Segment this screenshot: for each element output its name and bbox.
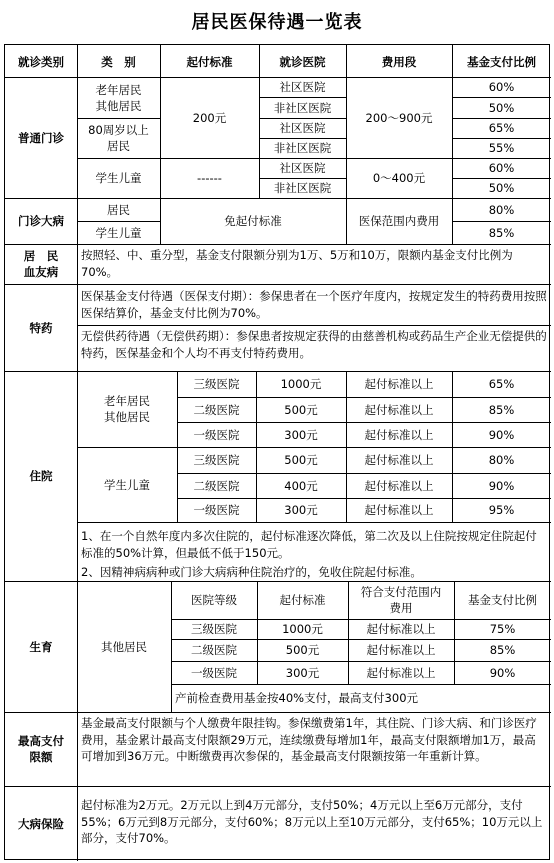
major-group-student: 学生儿童	[95, 225, 142, 240]
inpatient-hospital-level: 三级医院	[193, 377, 240, 391]
row-divider	[452, 221, 551, 222]
column-divider	[77, 712, 78, 786]
row-divider	[452, 118, 551, 119]
hemophilia-label: 居 民 血友病	[23, 249, 59, 279]
maternity-note: 产前检查费用基金按40%支付，最高支付300元	[175, 691, 419, 705]
column-divider	[256, 371, 257, 522]
outpatient-hospital: 社区医院	[279, 121, 326, 135]
maternity-group: 其他居民	[101, 639, 147, 654]
outpatient-student-hospital: 社区医院	[279, 161, 326, 175]
maternity-ratio: 75%	[489, 622, 516, 636]
outpatient-hospital: 社区医院	[279, 80, 326, 94]
row-divider	[77, 118, 160, 119]
inpatient-note-1: 1、在一个自然年度内多次住院的，起付标准逐次降低，第二次及以上住院按规定住院起付标准的50%计算，但最低不低于150元。	[81, 529, 537, 560]
inpatient-hospital-level: 二级医院	[193, 402, 240, 417]
outpatient-student-standard: ------	[197, 171, 222, 185]
column-divider	[348, 581, 349, 684]
row-divider	[177, 498, 551, 499]
outpatient-student-hospital: 非社区医院	[273, 181, 332, 195]
column-divider	[346, 371, 347, 522]
inpatient-standard: 500元	[284, 402, 318, 417]
column-divider	[77, 244, 78, 284]
inpatient-range: 起付标准以上	[364, 478, 434, 493]
row-divider	[259, 118, 346, 119]
outpatient-hospital: 非社区医院	[273, 100, 332, 115]
inpatient-range: 起付标准以上	[364, 377, 434, 391]
row-divider	[77, 447, 177, 448]
outpatient-label: 普通门诊	[18, 130, 64, 145]
column-divider	[454, 581, 455, 684]
column-divider	[160, 45, 161, 77]
row-divider	[5, 712, 551, 713]
outpatient-student-ratio: 50%	[488, 181, 515, 195]
row-divider	[259, 97, 346, 98]
row-divider	[77, 325, 551, 326]
major-group-resident: 居民	[107, 202, 130, 217]
column-divider	[77, 45, 78, 77]
maternity-standard: 1000元	[282, 622, 323, 636]
outpatient-student-range: 0～400元	[372, 171, 426, 185]
row-divider	[77, 221, 160, 222]
maternity-ratio: 90%	[489, 665, 516, 680]
page-title: 居民医保待遇一览表	[191, 12, 363, 33]
column-divider	[77, 77, 78, 198]
inpatient-range: 起付标准以上	[364, 503, 434, 517]
column-divider	[160, 77, 161, 198]
row-divider	[5, 786, 551, 787]
row-divider	[177, 473, 551, 474]
inpatient-standard: 1000元	[280, 377, 322, 391]
inpatient-group-elderly: 老年居民 其他居民	[104, 394, 150, 424]
inpatient-note-2: 2、因精神病病种或门诊大病病种住院治疗的，免收住院起付标准。	[81, 565, 422, 579]
inpatient-ratio: 80%	[488, 453, 515, 467]
inpatient-range: 起付标准以上	[364, 453, 434, 467]
inpatient-ratio: 95%	[488, 503, 515, 517]
maternity-standard: 300元	[285, 665, 320, 680]
inpatient-ratio: 65%	[488, 377, 515, 391]
max-limit-text: 基金最高支付限额与个人缴费年限挂钩。参保缴费第1年，其住院、门诊大病、和门诊医疗费用，基金累计最高支付限额29万元，连续缴费每增加1年，最高支付限额增加1万，最高可增加到36万元。中断缴费再次参保的，基金最高支付限额按第一年重新计算。	[81, 716, 537, 763]
outpatient-ratio: 50%	[488, 100, 515, 115]
column-divider	[177, 371, 178, 522]
header-cell: 类 别	[101, 54, 136, 69]
inpatient-group-student: 学生儿童	[104, 477, 150, 492]
row-divider	[177, 422, 551, 423]
inpatient-label: 住院	[29, 469, 53, 483]
inpatient-hospital-level: 一级医院	[193, 427, 240, 442]
inpatient-range: 起付标准以上	[364, 402, 434, 417]
header-cell: 基金支付比例	[467, 54, 536, 69]
column-divider	[77, 581, 78, 712]
row-divider	[171, 619, 551, 620]
maternity-hospital-level: 二级医院	[191, 643, 237, 657]
row-divider	[259, 178, 346, 179]
inpatient-hospital-level: 二级医院	[193, 478, 240, 493]
column-divider	[452, 371, 453, 522]
outpatient-group-elderly: 老年居民 其他居民	[95, 82, 142, 113]
inpatient-hospital-level: 一级医院	[193, 503, 240, 517]
maternity-header: 医院等级	[191, 593, 237, 607]
column-divider	[259, 45, 260, 77]
outpatient-range: 200～900元	[365, 110, 433, 125]
inpatient-ratio: 90%	[488, 478, 515, 493]
inpatient-standard: 300元	[284, 427, 318, 442]
row-divider	[177, 397, 551, 398]
maternity-label: 生育	[29, 639, 53, 654]
inpatient-standard: 400元	[284, 478, 318, 493]
header-cell: 就诊医院	[279, 54, 326, 69]
inpatient-ratio: 85%	[488, 402, 515, 417]
column-divider	[346, 198, 347, 244]
max-limit-label: 最高支付 限额	[18, 734, 64, 764]
maternity-hospital-level: 三级医院	[191, 622, 237, 636]
outpatient-hospital: 非社区医院	[273, 141, 332, 155]
major-standard: 免起付标准	[224, 214, 282, 228]
maternity-range: 起付标准以上	[366, 665, 436, 680]
row-divider	[171, 661, 551, 662]
maternity-hospital-level: 一级医院	[191, 665, 237, 680]
maternity-ratio: 85%	[489, 643, 516, 657]
critical-insurance-label: 大病保险	[18, 816, 64, 831]
outpatient-group-80plus: 80周岁以上 居民	[88, 123, 149, 153]
row-divider	[171, 684, 551, 685]
maternity-standard: 500元	[285, 643, 320, 657]
column-divider	[77, 786, 78, 861]
inpatient-ratio: 90%	[488, 427, 515, 442]
row-divider	[259, 138, 346, 139]
special-drugs-text-free: 无偿供药待遇（无偿供药期）：参保患者按规定获得的由慈善机构或药品生产企业无偿提供的特药，医保基金和个人均不再支付特药费用。	[81, 329, 547, 360]
row-divider	[177, 447, 551, 448]
maternity-header: 符合支付范围内 费用	[360, 585, 442, 615]
outpatient-ratio: 55%	[488, 141, 515, 155]
column-divider	[160, 198, 161, 244]
row-divider	[171, 639, 551, 640]
row-divider	[5, 284, 551, 285]
major-illness-label: 门诊大病	[18, 214, 64, 228]
maternity-range: 起付标准以上	[366, 622, 436, 636]
outpatient-group-student: 学生儿童	[95, 171, 142, 185]
outpatient-ratio: 60%	[488, 80, 515, 94]
header-cell: 费用段	[381, 54, 417, 69]
column-divider	[346, 77, 347, 198]
hemophilia-text: 按照轻、中、重分型，基金支付限额分别为1万、5万和10万，限额内基金支付比例为70%。	[81, 248, 513, 279]
inpatient-hospital-level: 三级医院	[193, 453, 240, 467]
column-divider	[171, 581, 172, 712]
maternity-range: 起付标准以上	[366, 643, 436, 657]
row-divider	[5, 244, 551, 245]
outpatient-ratio: 65%	[488, 121, 515, 135]
column-divider	[77, 284, 78, 371]
row-divider	[77, 522, 551, 523]
special-drugs-label: 特药	[29, 320, 53, 335]
header-cell: 起付标准	[186, 54, 233, 69]
maternity-header: 基金支付比例	[468, 593, 537, 607]
row-divider	[77, 158, 551, 159]
critical-insurance-text: 起付标准为2万元。2万元以上到4万元部分，支付50%；4万元以上至6万元部分，支付55%；6万元到8万元部分，支付60%；8万元以上至10万元部分，支付65%；10万元以上部分，支付70%。	[81, 798, 543, 845]
row-divider	[452, 178, 551, 179]
benefits-table	[4, 44, 550, 860]
maternity-header: 起付标准	[279, 593, 326, 607]
outpatient-student-ratio: 60%	[488, 161, 515, 175]
inpatient-range: 起付标准以上	[364, 427, 434, 442]
major-range: 医保范围内费用	[358, 214, 440, 228]
column-divider	[452, 45, 453, 77]
column-divider	[346, 45, 347, 77]
major-ratio: 85%	[488, 225, 515, 240]
column-divider	[257, 581, 258, 684]
row-divider	[452, 138, 551, 139]
special-drugs-text-paid: 医保基金支付待遇（医保支付期）：参保患者在一个医疗年度内，按规定发生的特药费用按照医保结算价，基金支付比例为70%。	[81, 289, 547, 320]
header-cell: 就诊类别	[18, 54, 64, 69]
outpatient-standard: 200元	[192, 110, 227, 125]
inpatient-standard: 500元	[284, 453, 318, 467]
inpatient-standard: 300元	[284, 503, 318, 517]
row-divider	[452, 97, 551, 98]
major-ratio: 80%	[488, 202, 515, 217]
